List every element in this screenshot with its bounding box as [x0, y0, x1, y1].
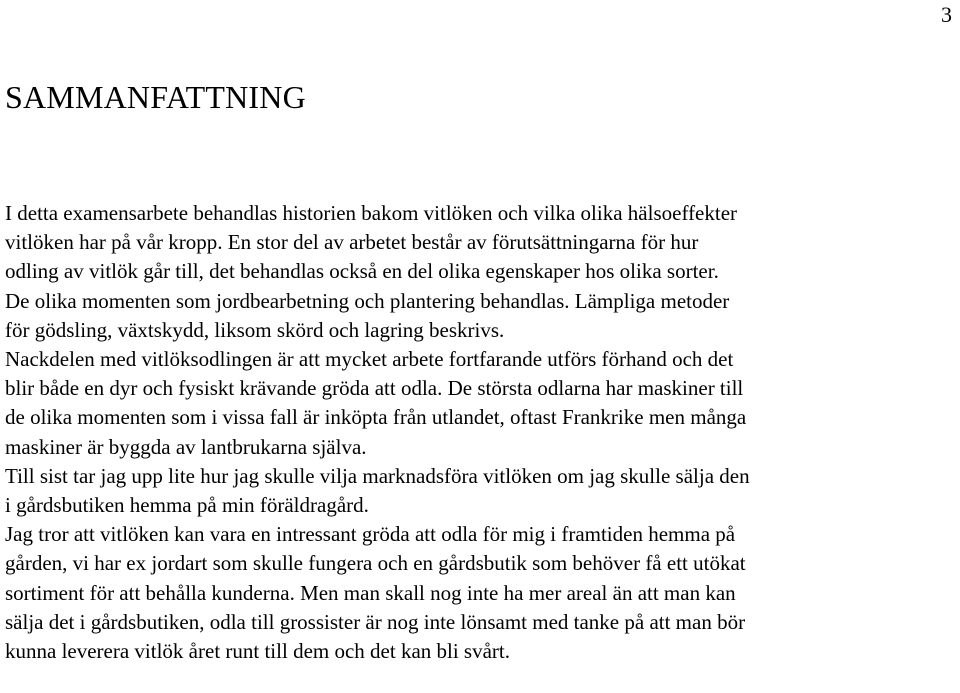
text-line: vitlöken har på vår kropp. En stor del av arbetet består av förutsättningarna för hur [5, 230, 699, 255]
text-line: De olika momenten som jordbearbetning och plantering behandlas. Lämpliga metoder [5, 288, 730, 313]
page-number: 3 [941, 2, 952, 27]
text-line: odling av vitlök går till, det behandlas också en del olika egenskaper hos olika sorter. [5, 259, 719, 284]
text-line: Nackdelen med vitlöksodlingen är att mycket arbete fortfarande utförs förhand och det [5, 347, 734, 372]
summary-text [5, 199, 957, 666]
text-line: blir både en dyr och fysiskt krävande gröda att odla. De största odlarna har maskiner till [5, 376, 744, 401]
text-line: I detta examensarbete behandlas historien bakom vitlöken och vilka olika hälsoeffekter [5, 201, 738, 225]
text-line: sortiment för att behålla kunderna. Men man skall nog inte ha mer areal än att man kan [5, 580, 736, 605]
text-line: maskiner är byggda av lantbrukarna själva. [5, 434, 367, 459]
text-line: för gödsling, växtskydd, liksom skörd och lagring beskrivs. [5, 317, 505, 342]
text-line: Jag tror att vitlöken kan vara en intressant gröda att odla för mig i framtiden hemma på [5, 522, 736, 547]
page-title: SAMMANFATTNING [5, 79, 306, 115]
text-line: sälja det i gårdsbutiken, odla till grossister är nog inte lönsamt med tanke på att man bör [5, 609, 746, 634]
text-line: kunna leverera vitlök året runt till dem och det kan bli svårt. [5, 639, 511, 664]
text-line: gården, vi har ex jordart som skulle fungera och en gårdsbutik som behöver få ett utökat [5, 551, 746, 576]
text-line: Till sist tar jag upp lite hur jag skulle vilja marknadsföra vitlöken om jag skulle sälja den [5, 463, 750, 488]
text-line: de olika momenten som i vissa fall är inköpta från utlandet, oftast Frankrike men många [5, 405, 747, 430]
text-line: i gårdsbutiken hemma på min föräldragård. [5, 493, 369, 518]
